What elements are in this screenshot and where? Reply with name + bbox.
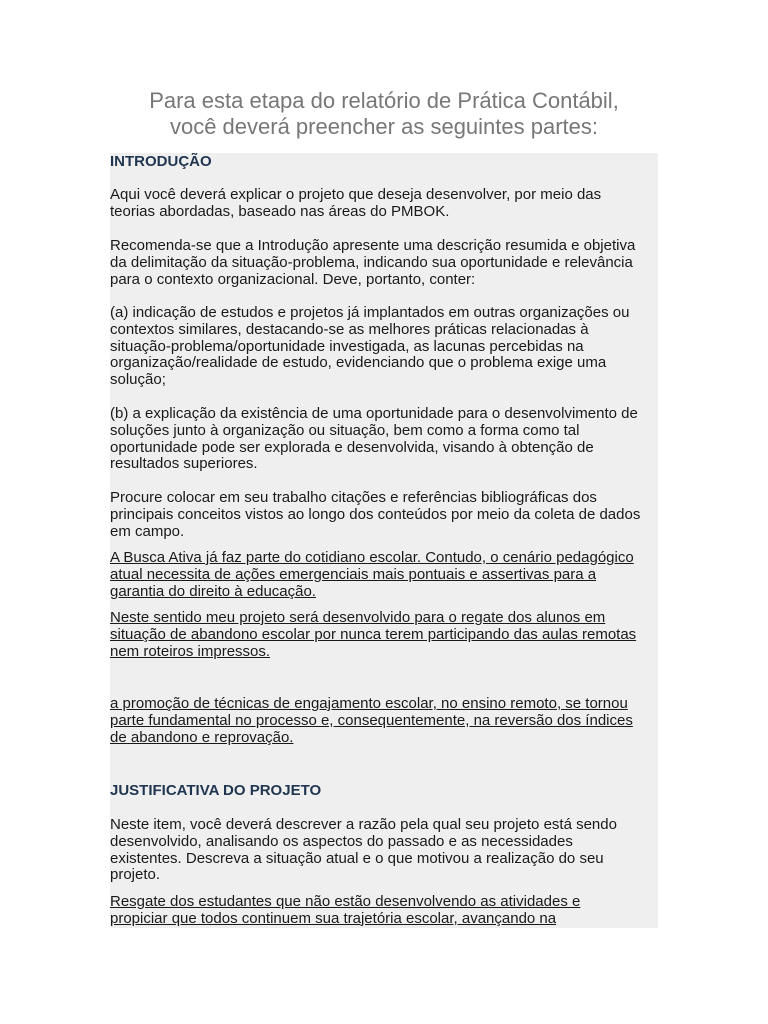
- section-heading-justificativa: JUSTIFICATIVA DO PROJETO: [110, 782, 322, 799]
- document-title: [0, 88, 768, 140]
- intro-paragraph-1: [110, 187, 601, 221]
- text-line: a promoção de técnicas de engajamento escolar, no ensino remoto, se tornou: [110, 695, 628, 712]
- text-line: Resgate dos estudantes que não estão desenvolvendo as atividades e: [110, 893, 581, 910]
- text-line: propiciar que todos continuem sua trajetória escolar, avançando na: [110, 909, 557, 927]
- text-line: projeto.: [110, 866, 161, 884]
- text-line: desenvolvido, analisando os aspectos do passado e as necessidades: [110, 832, 573, 850]
- text-line: Recomenda-se que a Introdução apresente uma descrição resumida e objetiva: [110, 237, 636, 254]
- text-line: organização/realidade de estudo, evidenciando que o problema exige uma: [110, 354, 607, 372]
- document-body: [110, 153, 658, 928]
- text-line: para o contexto organizacional. Deve, portanto, conter:: [110, 270, 476, 288]
- student-answer-3: [110, 696, 633, 746]
- intro-paragraph-3: [110, 305, 629, 389]
- text-line: (b) a explicação da existência de uma oportunidade para o desenvolvimento de: [110, 405, 638, 422]
- text-line: principais conceitos vistos ao longo dos conteúdos por meio da coleta de dados: [110, 505, 641, 523]
- text-line: de abandono e reprovação.: [110, 728, 294, 746]
- text-line: situação de abandono escolar por nunca terem participando das aulas remotas: [110, 625, 637, 643]
- student-answer-1: [110, 550, 634, 600]
- text-line: A Busca Ativa já faz parte do cotidiano escolar. Contudo, o cenário pedagógico: [110, 549, 634, 566]
- text-line: soluções junto à organização ou situação, bem como a forma como tal: [110, 421, 580, 439]
- text-line: atual necessita de ações emergenciais mais pontuais e assertivas para a: [110, 565, 597, 583]
- student-answer-4: [110, 894, 580, 928]
- text-line: existentes. Descreva a situação atual e o que motivou a realização do seu: [110, 849, 604, 867]
- intro-paragraph-2: [110, 238, 635, 288]
- intro-paragraph-4: [110, 406, 638, 473]
- text-line: nem roteiros impressos.: [110, 642, 271, 660]
- text-line: em campo.: [110, 522, 185, 540]
- text-line: Procure colocar em seu trabalho citações e referências bibliográficas dos: [110, 489, 597, 506]
- text-line: Aqui você deverá explicar o projeto que deseja desenvolver, por meio das: [110, 186, 602, 203]
- text-line: Neste sentido meu projeto será desenvolvido para o regate dos alunos em: [110, 609, 606, 626]
- text-line: oportunidade pode ser explorada e desenvolvida, visando à obtenção de: [110, 438, 594, 456]
- text-line: parte fundamental no processo e, consequentemente, na reversão dos índices: [110, 711, 633, 729]
- text-line: (a) indicação de estudos e projetos já implantados em outras organizações ou: [110, 304, 630, 321]
- intro-paragraph-5: [110, 490, 640, 540]
- section-heading-introducao: INTRODUÇÃO: [110, 153, 212, 170]
- text-line: resultados superiores.: [110, 455, 258, 473]
- text-line: contextos similares, destacando-se as melhores práticas relacionadas à: [110, 320, 589, 338]
- justification-paragraph-1: [110, 817, 617, 884]
- text-line: Neste item, você deverá descrever a razão pela qual seu projeto está sendo: [110, 816, 617, 833]
- title-line-1: Para esta etapa do relatório de Prática Contábil,: [149, 88, 619, 113]
- text-line: garantia do direito à educação.: [110, 582, 316, 600]
- student-answer-2: [110, 610, 636, 660]
- text-line: situação-problema/oportunidade investigada, as lacunas percebidas na: [110, 337, 584, 355]
- text-line: solução;: [110, 371, 166, 389]
- text-line: da delimitação da situação-problema, indicando sua oportunidade e relevância: [110, 253, 633, 271]
- text-line: teorias abordadas, baseado nas áreas do PMBOK.: [110, 202, 450, 220]
- title-line-2: você deverá preencher as seguintes partes:: [169, 114, 599, 139]
